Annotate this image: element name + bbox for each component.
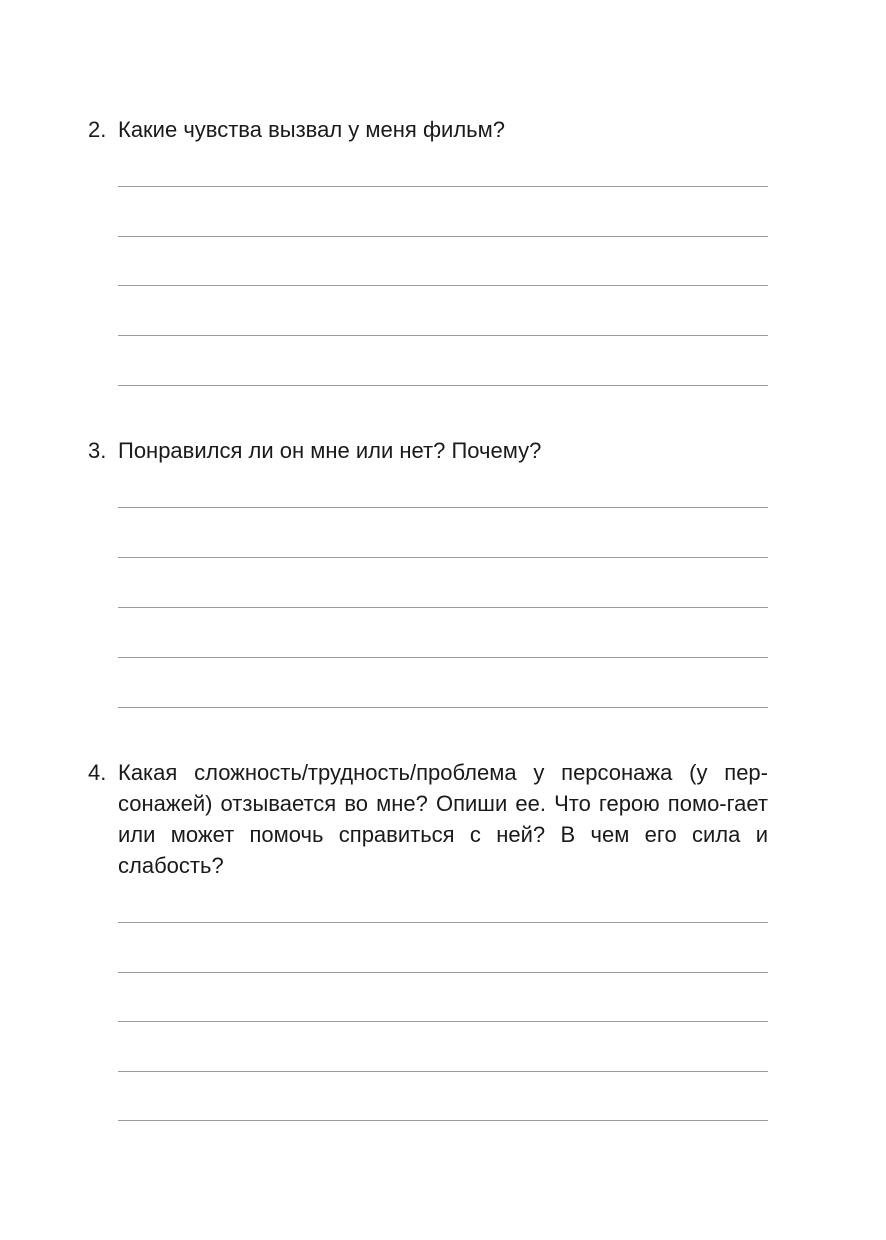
answer-line[interactable]: [118, 922, 768, 923]
answer-line[interactable]: [118, 707, 768, 708]
answer-line[interactable]: [118, 557, 768, 558]
question-text: Понравился ли он мне или нет? Почему?: [118, 438, 542, 463]
answer-line[interactable]: [118, 507, 768, 508]
question-text: Какие чувства вызвал у меня фильм?: [118, 117, 505, 142]
answer-line[interactable]: [118, 236, 768, 237]
answer-line[interactable]: [118, 385, 768, 386]
question-2: [88, 114, 768, 145]
question-header: [88, 757, 768, 881]
question-4: [88, 757, 768, 881]
answer-line[interactable]: [118, 285, 768, 286]
answer-line[interactable]: [118, 1071, 768, 1072]
answer-line[interactable]: [118, 972, 768, 973]
question-header: [88, 114, 768, 145]
answer-line[interactable]: [118, 657, 768, 658]
question-3: [88, 435, 768, 466]
answer-line[interactable]: [118, 335, 768, 336]
question-text: Какая сложность/трудность/проблема у персонажа (у пер-сонажей) отзывается во мне? Опиши ее. Что герою помо-гает или может помочь справиться с ней? В чем его сила и слабость?: [118, 760, 768, 878]
answer-line[interactable]: [118, 1120, 768, 1121]
question-number: 3.: [88, 438, 107, 463]
question-number: 2.: [88, 117, 107, 142]
question-header: [88, 435, 768, 466]
question-number: 4.: [88, 760, 107, 785]
answer-line[interactable]: [118, 186, 768, 187]
answer-line[interactable]: [118, 1021, 768, 1022]
answer-line[interactable]: [118, 607, 768, 608]
